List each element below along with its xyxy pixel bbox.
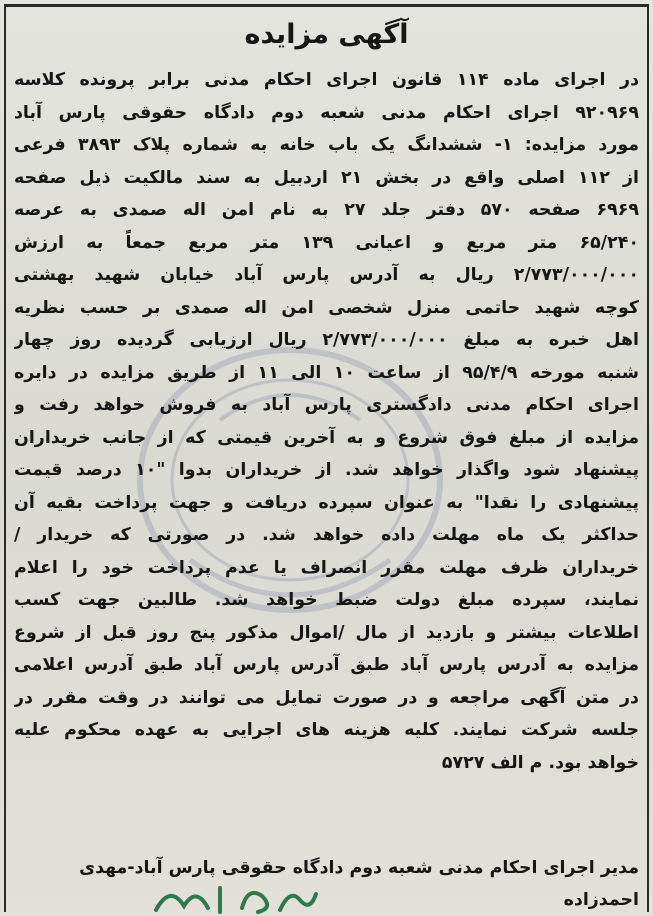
- notice-line-6: ۶۵/۲۴۰ متر مربع و اعیانی ۱۳۹ متر مربع جمعاً به ارزش: [14, 232, 639, 253]
- notice-line-20: در متن آگهی مراجعه و در صورت تمایل می توانند در وقت مقرر در: [14, 687, 639, 708]
- notice-line-17: نمایند، سپرده مبلغ دولت ضبط خواهد شد. طالبین جهت کسب: [14, 590, 639, 610]
- notice-line-16: خریداران ظرف مهلت مقرر انصراف یا عدم پرداخت خود را اعلام: [14, 557, 639, 578]
- handwritten-annotation: [150, 880, 320, 916]
- notice-line-1: در اجرای ماده ۱۱۴ قانون اجرای احکام مدنی برابر پرونده کلاسه: [14, 70, 639, 90]
- notice-line-7: ۲/۷۷۳/۰۰۰/۰۰۰ ریال به آدرس پارس آباد خیابان شهید بهشتی: [14, 265, 639, 285]
- notice-line-12: مزایده از مبلغ فوق شروع و به آخرین قیمتی که از جانب خریداران: [14, 427, 639, 448]
- notice-line-14: پیشنهادی را نقدا" به عنوان سپرده دریافت و جهت پرداخت بقیه آن: [14, 492, 639, 513]
- notice-line-15: حداکثر یک ماه مهلت داده خواهد شد. در صورتی که خریدار /: [14, 525, 639, 545]
- notice-line-3: مورد مزایده: ۱- ششدانگ یک باب خانه به شماره پلاک ۳۸۹۳ فرعی: [14, 135, 639, 155]
- signature-line-2: احمدزاده: [563, 890, 639, 910]
- notice-line-22: خواهد بود. م الف ۵۷۲۷: [441, 752, 639, 773]
- notice-line-10: شنبه مورخه ۹۵/۴/۹ از ساعت ۱۰ الی ۱۱ از طریق مزایده در دایره: [14, 362, 639, 383]
- notice-line-21: جلسه شرکت نمایند. کلیه هزینه های اجرایی به عهده محکوم علیه: [14, 720, 639, 740]
- notice-body: [14, 64, 639, 779]
- signature-line-1: مدیر اجرای احکام مدنی شعبه دوم دادگاه حقوقی پارس آباد-مهدی: [79, 858, 639, 878]
- notice-line-11: اجرای احکام مدنی دادگستری پارس آباد به فروش خواهد رفت و: [14, 395, 639, 415]
- notice-line-19: مزایده به آدرس پارس آباد طبق آدرس پارس آباد طبق آدرس اعلامی: [14, 655, 639, 675]
- notice-line-9: اهل خبره به مبلغ ۲/۷۷۳/۰۰۰/۰۰۰ ریال ارزیابی گردیده روز چهار: [14, 330, 639, 350]
- notice-signature: [14, 852, 639, 916]
- notice-line-8: کوچه شهید حاتمی منزل شخصی امن اله صمدی بر حسب نظریه: [14, 297, 639, 318]
- notice-title: آگهی مزایده: [244, 19, 409, 50]
- notice-line-2: ۹۲۰۹۶۹ اجرای احکام مدنی شعبه دوم دادگاه حقوقی پارس آباد: [14, 102, 639, 123]
- notice-line-5: ۶۹۶۹ صفحه ۵۷۰ دفتر جلد ۲۷ به نام امن اله صمدی به عرصه: [14, 200, 639, 220]
- notice-line-4: از ۱۱۲ اصلی واقع در بخش ۲۱ اردبیل به سند مالکیت ذیل صفحه: [14, 167, 639, 188]
- notice-line-18: اطلاعات بیشتر و بازدید از مال /اموال مذکور پنج روز قبل از شروع: [14, 622, 639, 643]
- notice-line-13: پیشنهاد شود واگذار خواهد شد. از خریداران بدوا "۱۰ درصد قیمت: [14, 460, 639, 480]
